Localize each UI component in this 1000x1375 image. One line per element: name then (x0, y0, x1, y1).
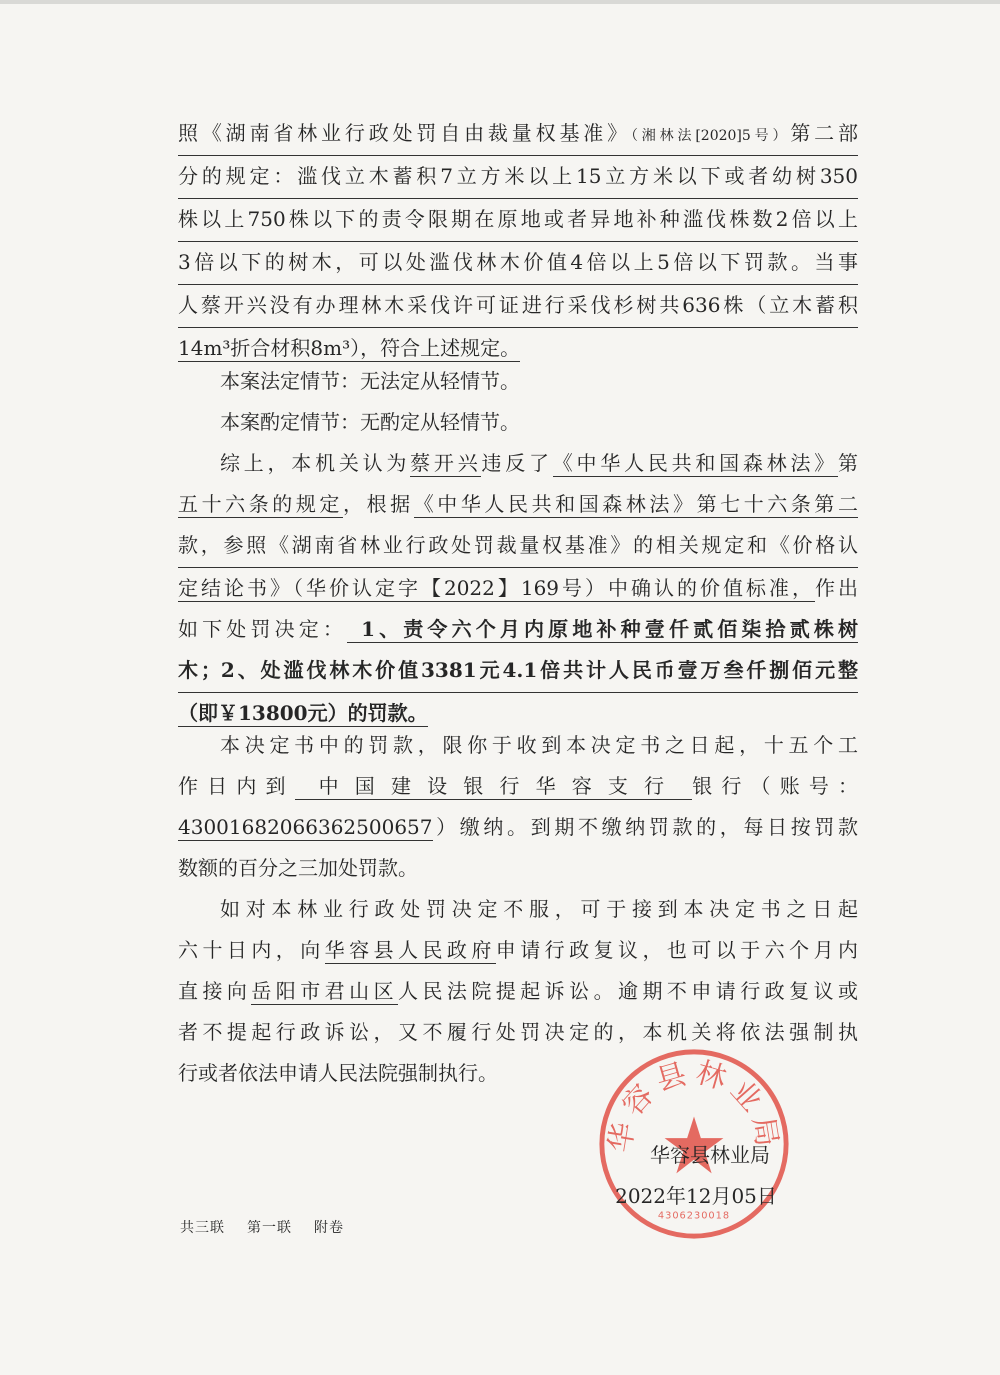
top-border-line (0, 0, 1000, 4)
text-span: 14m³折合材积8m³），符合上述规定。 (178, 336, 521, 360)
text-line (178, 930, 858, 971)
text-line (178, 971, 858, 1012)
text-span: 五十六条的规定 (178, 492, 343, 516)
text-line: 如对本林业行政处罚决定不服，可于接到本决定书之日起 (220, 897, 858, 921)
signature-block (600, 1135, 820, 1217)
account-number: 43001682066362500657 (178, 815, 433, 839)
text-line (178, 766, 858, 807)
text-span: 《中华人民共和国森林法》第七十六条第二 (413, 492, 858, 516)
text-line (178, 609, 858, 650)
text-span: 如下处罚决定： (178, 617, 348, 641)
text-span: 第 (838, 451, 858, 475)
text-span: 定结论书》（华价认定字【2022】169号）中确认的价值标准， (178, 576, 815, 600)
text-line: 者不提起行政诉讼，又不履行处罚决定的，本机关将依法强制执 (178, 1020, 858, 1044)
court-district: 岳阳市君山区 (251, 979, 399, 1003)
text-line: 人蔡开兴没有办理林木采伐许可证进行采伐杉树共636株（立木蓄积 (178, 285, 858, 328)
text-span: ）缴纳。到期不缴纳罚款的，每日按罚款 (432, 815, 858, 839)
seal-code: 4306230018 (657, 1210, 731, 1222)
issuing-authority: 华容县林业局 (650, 1143, 770, 1167)
text-line: 3倍以下的树木，可以处滥伐林木价值4倍以上5倍以下罚款。当事 (178, 242, 858, 285)
text-span: 六十日内，向 (178, 938, 325, 962)
text-span: ，根据 (343, 492, 414, 516)
issue-date: 2022年12月05日 (615, 1184, 777, 1208)
paragraph-standard (178, 113, 858, 369)
text-line (178, 484, 858, 525)
text-span: 作出 (815, 576, 858, 600)
text-span: 直接向 (178, 979, 252, 1003)
text-span: 银行（账号： (692, 774, 858, 798)
text-line (178, 568, 858, 609)
penalty-item-2: 木；2、处滥伐林木价值3381元4.1倍共计人民币壹万叁仟捌佰元整 (178, 650, 858, 693)
copies-count: 共三联 (180, 1220, 225, 1236)
paragraph-decision (178, 443, 858, 734)
text-line (178, 807, 858, 848)
text-line: 本决定书中的罚款，限你于收到本决定书之日起，十五个工 (220, 733, 858, 757)
text-span: 人民法院提起诉讼。逾期不申请行政复议或 (398, 979, 858, 1003)
text-span: 违反了 (481, 451, 553, 475)
bank-name: 中国建设银行华容支行 (295, 774, 693, 800)
paragraph-payment (178, 725, 858, 889)
text-line: 分的规定：滥伐立木蓄积7立方米以上15立方米以下或者幼树350 (178, 156, 858, 199)
law-name: 《中华人民共和国森林法》 (552, 451, 839, 475)
text-span-small: （湘林法[2020]5号） (630, 128, 791, 144)
copy-archive: 附卷 (314, 1220, 344, 1236)
text-line: 株以上750株以下的责令限期在原地或者异地补种滥伐株数2倍以上 (178, 199, 858, 242)
text-span: 照《湖南省林业行政处罚自由裁量权基准》 (178, 121, 631, 145)
text-line: 款，参照《湖南省林业行政处罚裁量权基准》的相关规定和《价格认 (178, 525, 858, 568)
party-name: 蔡开兴 (410, 451, 482, 475)
seal-text: 华容县林业局 (602, 1054, 786, 1155)
text-span: 作日内到 (178, 774, 295, 798)
text-line (178, 443, 858, 484)
text-span: 第二部 (790, 121, 858, 145)
paragraph-circumstances (178, 361, 858, 443)
copy-part: 第一联 (247, 1220, 292, 1236)
text-line: 行或者依法申请人民法院强制执行。 (178, 1061, 498, 1085)
copy-footer (180, 1217, 366, 1237)
discretionary-circumstances-line: 本案酌定情节：无酌定从轻情节。 (220, 410, 520, 434)
review-authority: 华容县人民政府 (324, 938, 496, 962)
penalty-item-1: 1、责令六个月内原地补种壹仟贰佰柒拾贰株树 (347, 617, 858, 643)
penalty-amount: （即￥13800元）的罚款。 (178, 701, 428, 725)
legal-circumstances-line: 本案法定情节：无法定从轻情节。 (220, 369, 520, 393)
text-span: 综上，本机关认为 (220, 451, 411, 475)
text-line (178, 113, 858, 156)
text-line: 数额的百分之三加处罚款。 (178, 856, 418, 880)
text-span: 申请行政复议，也可以于六个月内 (495, 938, 858, 962)
